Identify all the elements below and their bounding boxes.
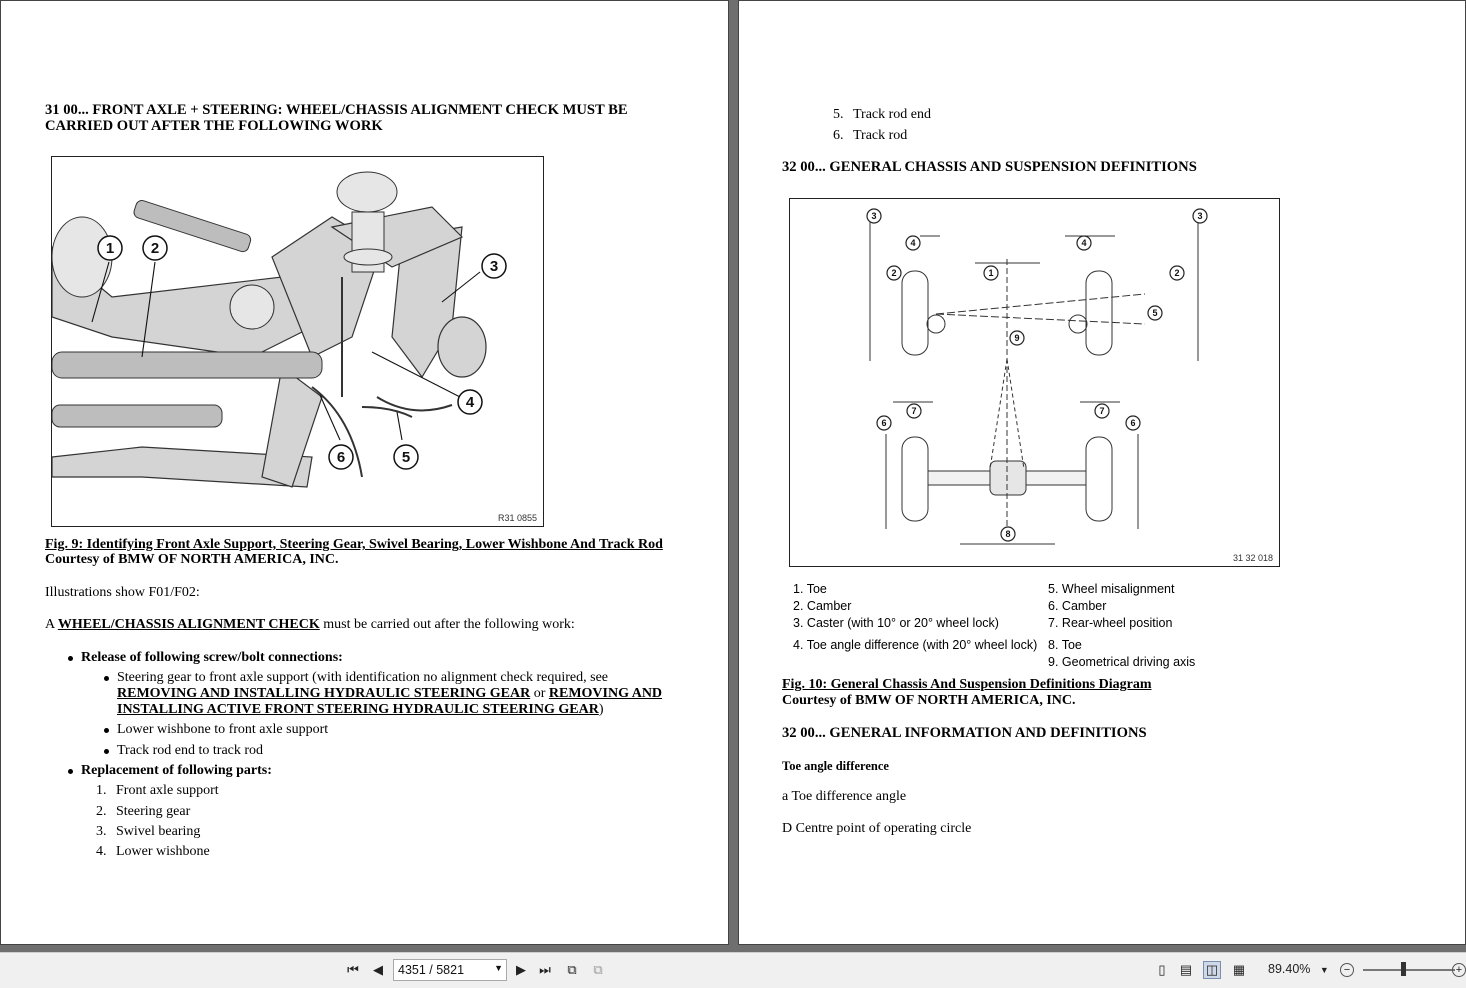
release-item-steering: Steering gear to front axle support (with identification no alignment check required, see [117,670,609,685]
svg-text:4: 4 [910,238,916,248]
svg-text:2: 2 [1174,268,1180,278]
replacement-item [96,824,200,840]
svg-text:3: 3 [871,211,877,221]
legend-item: 1. Toe [793,582,827,596]
item-label: Lower wishbone [116,844,210,859]
item-num: 4. [96,844,107,859]
section-heading-info: 32 00... GENERAL INFORMATION AND DEFINITIONS [782,725,1147,741]
zoom-level[interactable] [1268,962,1329,976]
prev-page-icon[interactable]: ◀ [373,962,383,977]
bullet [104,676,109,681]
legend-right [1048,581,1195,671]
page-left [0,0,729,945]
release-item-links-2 [117,702,603,718]
section-heading-definitions: 32 00... GENERAL CHASSIS AND SUSPENSION DEFINITIONS [782,159,1197,175]
replacement-heading: Replacement of following parts: [81,763,272,778]
close-paren: ) [598,702,604,717]
heading-line-1: 31 00... FRONT AXLE + STEERING: WHEEL/CHASSIS ALIGNMENT CHECK MUST BE [45,102,628,118]
callout-label-2: 2 [150,240,160,257]
active-steering-link[interactable]: REMOVING AND [548,686,663,701]
paste-icon[interactable]: ⧉ [593,962,603,977]
cont-item [833,107,931,123]
item-num: 6. [833,128,844,143]
page-number-value: 4351 / 5821 [398,963,465,977]
legend-item: 6. Camber [1048,599,1107,614]
heading-line-2: CARRIED OUT AFTER THE FOLLOWING WORK [45,118,383,134]
copy-icon[interactable]: ⧉ [567,962,577,977]
svg-text:8: 8 [1005,529,1011,539]
intro-prefix: A [45,617,58,632]
svg-text:4: 4 [1081,238,1087,248]
zoom-slider[interactable] [1363,969,1455,971]
figure-caption-link[interactable]: Fig. 10: General Chassis And Suspension Definitions Diagram [782,677,1152,692]
svg-text:6: 6 [1130,418,1136,428]
figure-code: R31 0855 [497,513,537,523]
svg-text:6: 6 [881,418,887,428]
callout-label-3: 3 [489,258,499,275]
last-page-icon[interactable]: ⏭ [539,962,551,977]
item-label: Swivel bearing [116,824,201,839]
definition-line: a Toe difference angle [782,789,907,804]
svg-text:5: 5 [1152,308,1158,318]
front-axle-figure [51,156,544,527]
legend-item: 7. Rear-wheel position [1048,616,1173,631]
legend-item: 3. Caster (with 10° or 20° wheel lock) [793,616,999,631]
release-item-links [117,686,662,702]
svg-text:3: 3 [1197,211,1203,221]
svg-text:9: 9 [1014,333,1020,343]
callout-label-1: 1 [105,240,115,257]
legend-item: 4. Toe angle difference (with 20° wheel lock) [793,637,1038,652]
item-num: 2. [96,804,107,819]
two-page-continuous-icon[interactable]: ▦ [1232,962,1246,977]
item-label: Track rod [853,128,908,143]
svg-text:7: 7 [911,406,917,416]
item-num: 5. [833,107,844,122]
legend-item: 8. Toe [1048,637,1082,652]
courtesy-text: Courtesy of BMW OF NORTH AMERICA, INC. [45,552,339,567]
release-heading: Release of following screw/bolt connections: [81,650,343,665]
legend-left [793,581,1037,654]
single-page-icon[interactable]: ▯ [1158,962,1166,977]
figure-code: 31 32 018 [1232,553,1273,563]
replacement-item [96,804,190,820]
callout-label-6: 6 [336,449,346,466]
page-number-field[interactable] [393,959,507,981]
two-page-icon[interactable]: ◫ [1203,961,1221,979]
chevron-down-icon[interactable]: ▼ [1319,965,1329,975]
intro-paragraph [45,617,575,633]
next-page-icon[interactable]: ▶ [516,962,526,977]
hydraulic-steering-link[interactable]: REMOVING AND INSTALLING HYDRAULIC STEERING GEAR [117,686,531,701]
legend-item: 2. Camber [793,599,852,614]
definition-line: D Centre point of operating circle [782,821,972,836]
bullet [68,769,73,774]
courtesy-text: Courtesy of BMW OF NORTH AMERICA, INC. [782,693,1076,708]
callout-label-5: 5 [401,449,411,466]
item-num: 3. [96,824,107,839]
svg-text:7: 7 [1099,406,1105,416]
release-item-trackrod: Track rod end to track rod [117,743,264,758]
replacement-item [96,783,219,799]
zoom-out-icon[interactable]: − [1340,963,1354,977]
bullet [104,749,109,754]
item-label: Steering gear [116,804,191,819]
cont-item [833,128,907,144]
replacement-item [96,844,210,860]
bullet [104,728,109,733]
release-item-wishbone: Lower wishbone to front axle support [117,722,329,737]
chassis-definitions-figure [789,198,1280,567]
continuous-icon[interactable]: ▤ [1179,962,1193,977]
svg-text:2: 2 [891,268,897,278]
item-label: Front axle support [116,783,219,798]
page-right [738,0,1466,945]
or-text: or [530,686,549,701]
figure-caption-link[interactable]: Fig. 9: Identifying Front Axle Support, Steering Gear, Swivel Bearing, Lower Wishbone And Track Rod [45,537,663,552]
zoom-in-icon[interactable]: + [1452,963,1466,977]
legend-item: 5. Wheel misalignment [1048,582,1175,596]
callout-label-4: 4 [465,394,475,411]
section-heading [45,102,628,134]
item-num: 1. [96,783,107,798]
alignment-check-link[interactable]: WHEEL/CHASSIS ALIGNMENT CHECK [57,617,320,632]
legend-item: 9. Geometrical driving axis [1048,654,1196,669]
active-steering-link-2[interactable]: INSTALLING ACTIVE FRONT STEERING HYDRAULIC STEERING GEAR [117,702,599,717]
svg-text:1: 1 [988,268,994,278]
viewer-toolbar [0,952,1466,988]
subheading: Toe angle difference [782,759,889,773]
first-page-icon[interactable]: ⏮ [347,962,359,977]
bullet [68,656,73,661]
chevron-down-icon[interactable]: ▼ [494,963,503,973]
zoom-slider-thumb[interactable] [1401,962,1406,976]
zoom-value: 89.40% [1268,962,1311,976]
intro-suffix: must be carried out after the following work: [319,617,575,632]
item-label: Track rod end [853,107,932,122]
illustrations-text: Illustrations show F01/F02: [45,585,200,600]
